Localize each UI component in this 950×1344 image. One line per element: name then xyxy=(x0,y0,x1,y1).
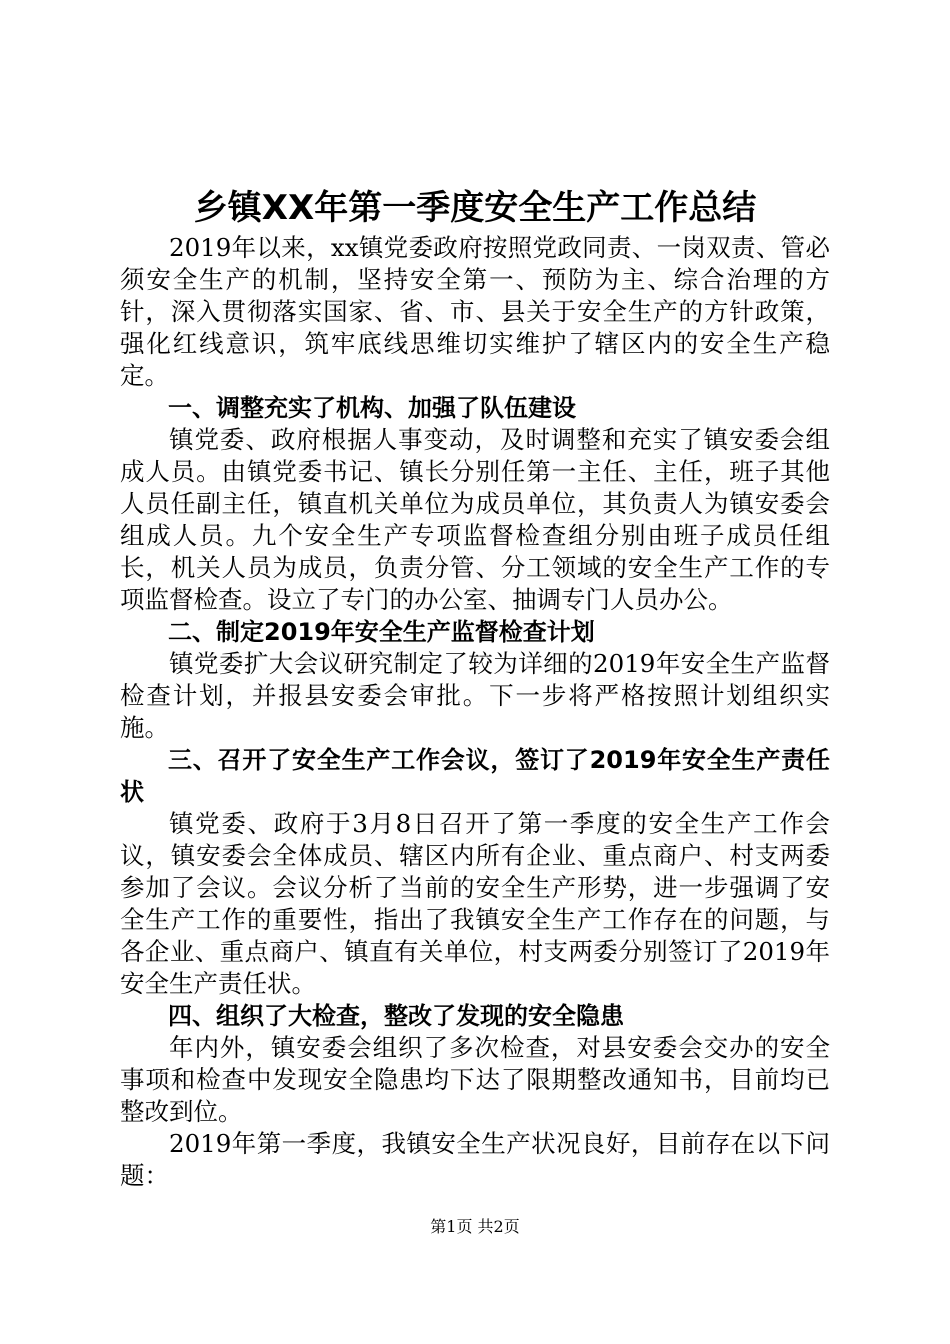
paragraph-section-3: 镇党委、政府于3月8日召开了第一季度的安全生产工作会议，镇安委会全体成员、辖区内所有企业、重点商户、村支两委参加了会议。会议分析了当前的安全生产形势，进一步强调了安全生产工作的重要性，指出了我镇安全生产工作存在的问题，与各企业、重点商户、镇直有关单位，村支两委分别签订了2019年安全生产责任状。 xyxy=(120,809,830,998)
paragraph-intro: 2019年以来，xx镇党委政府按照党政同责、一岗双责、管必须安全生产的机制，坚持安全第一、预防为主、综合治理的方针，深入贯彻落实国家、省、市、县关于安全生产的方针政策，强化红线意识，筑牢底线思维切实维护了辖区内的安全生产稳定。 xyxy=(120,233,830,390)
paragraph-section-4: 年内外，镇安委会组织了多次检查，对县安委会交办的安全事项和检查中发现安全隐患均下达了限期整改通知书，目前均已整改到位。 xyxy=(120,1033,830,1126)
paragraph-summary: 2019年第一季度，我镇安全生产状况良好，目前存在以下问题： xyxy=(120,1129,830,1190)
section-heading-2: 二、制定2019年安全生产监督检查计划 xyxy=(168,618,595,646)
document-title: 乡镇XX年第一季度安全生产工作总结 xyxy=(193,188,757,228)
section-heading-1: 一、调整充实了机构、加强了队伍建设 xyxy=(168,394,576,422)
paragraph-section-1: 镇党委、政府根据人事变动，及时调整和充实了镇安委会组成人员。由镇党委书记、镇长分别任第一主任、主任，班子其他人员任副主任，镇直机关单位为成员单位，其负责人为镇安委会组成人员。九个安全生产专项监督检查组分别由班子成员任组长，机关人员为成员，负责分管、分工领域的安全生产工作的专项监督检查。设立了专门的办公室、抽调专门人员办公。 xyxy=(120,425,830,614)
document-body xyxy=(120,232,830,1192)
section-heading-3: 三、召开了安全生产工作会议，签订了2019年安全生产责任状 xyxy=(120,746,830,806)
page-footer: 第1页 共2页 xyxy=(430,1217,520,1236)
section-heading-4: 四、组织了大检查，整改了发现的安全隐患 xyxy=(168,1002,624,1030)
paragraph-section-2: 镇党委扩大会议研究制定了较为详细的2019年安全生产监督检查计划，并报县安委会审批。下一步将严格按照计划组织实施。 xyxy=(120,649,830,742)
